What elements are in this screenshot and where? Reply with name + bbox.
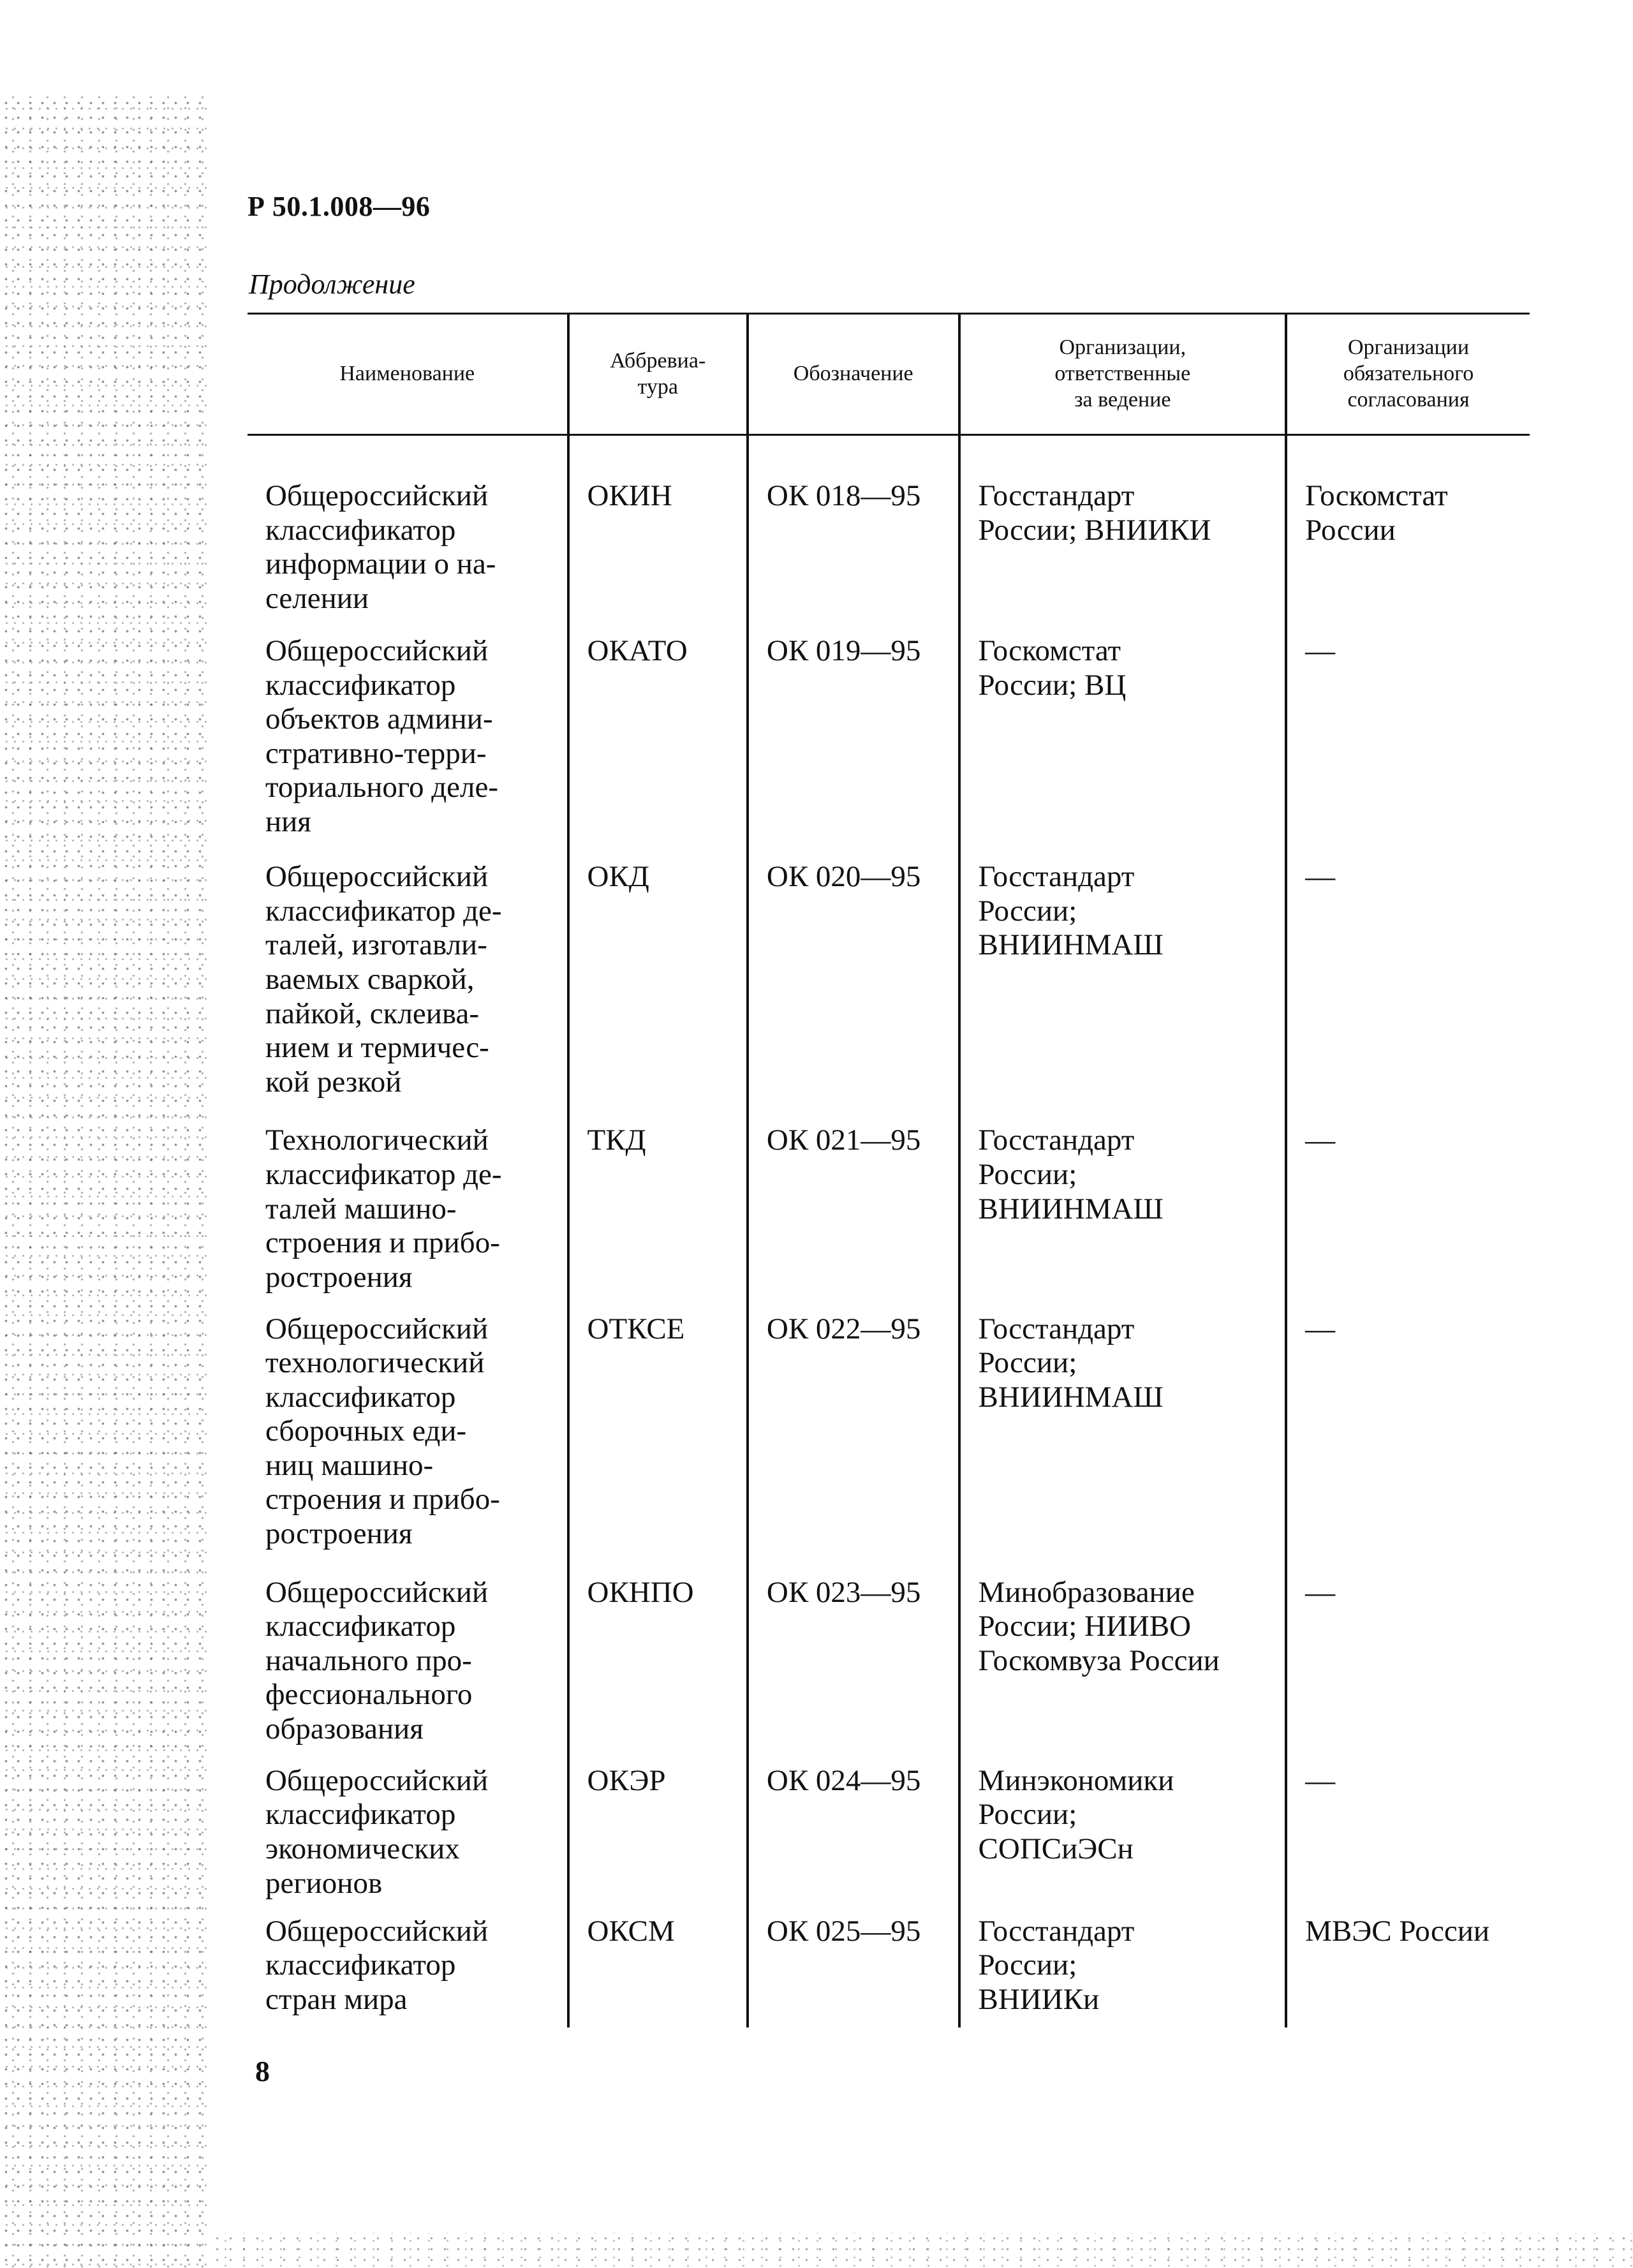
cell-abbreviation: ОКЭР — [568, 1764, 748, 1915]
cell-responsible: Госстандарт России; ВНИИКи — [959, 1915, 1287, 2027]
cell-responsible: Госкомстат России; ВЦ — [959, 634, 1287, 860]
header-responsible-organizations: Организации, ответственные за ведение — [959, 314, 1287, 435]
table-row — [248, 1764, 1530, 1915]
page-number: 8 — [255, 2055, 270, 2087]
cell-designation: ОК 025—95 — [748, 1915, 959, 2027]
cell-responsible: Госстандарт России; ВНИИНМАШ — [959, 860, 1287, 1123]
cell-name: Общероссийский классификатор экономических регионов — [265, 1763, 489, 1900]
cell-responsible: Минэкономики России; СОПСиЭСн — [959, 1764, 1287, 1915]
cell-abbreviation: ОТКСЕ — [568, 1312, 748, 1576]
cell-name: Технологический классификатор де- талей машино- строения и прибо- ростроения — [265, 1123, 502, 1294]
cell-approval: — — [1286, 1312, 1530, 1576]
cell-approval: — — [1286, 1123, 1530, 1312]
cell-abbreviation: ОКАТО — [568, 634, 748, 860]
cell-name: Общероссийский классификатор объектов админи- стративно-терри- ториального деле- ния — [265, 634, 498, 839]
cell-name: Общероссийский классификатор информации о на- селении — [265, 479, 496, 615]
cell-responsible: Госстандарт России; ВНИИНМАШ — [959, 1123, 1287, 1312]
cell-designation: ОК 020—95 — [748, 860, 959, 1123]
cell-name: Общероссийский классификатор стран мира — [265, 1914, 489, 2017]
cell-abbreviation: ОКНПО — [568, 1576, 748, 1764]
table-row — [248, 1915, 1530, 2027]
cell-abbreviation: ОКИН — [568, 435, 748, 635]
table-row — [248, 1576, 1530, 1764]
cell-name: Общероссийский классификатор начального про- фессионального образования — [265, 1575, 489, 1745]
table-row — [248, 634, 1530, 860]
cell-name: Общероссийский классификатор де- талей, изготавли- ваемых сваркой, пайкой, склеива- нием и термичес- кой резкой — [265, 860, 502, 1099]
header-designation: Обозначение — [748, 314, 959, 435]
cell-designation: ОК 024—95 — [748, 1764, 959, 1915]
cell-responsible: Госстандарт России; ВНИИКИ — [959, 435, 1287, 635]
header-name: Наименование — [248, 314, 568, 435]
table-header-row — [248, 314, 1530, 435]
cell-responsible: Минобразование России; НИИВО Госкомвуза России — [959, 1576, 1287, 1764]
cell-responsible: Госстандарт России; ВНИИНМАШ — [959, 1312, 1287, 1576]
table-row — [248, 1123, 1530, 1312]
cell-name: Общероссийский технологический классификатор сборочных еди- ниц машино- строения и прибо- ростроения — [265, 1312, 500, 1550]
cell-designation: ОК 023—95 — [748, 1576, 959, 1764]
cell-approval: — — [1286, 1576, 1530, 1764]
cell-designation: ОК 019—95 — [748, 634, 959, 860]
table-row — [248, 1312, 1530, 1576]
cell-approval: МВЭС России — [1286, 1915, 1530, 2027]
continuation-label: Продолжение — [249, 269, 415, 300]
cell-approval: Госкомстат России — [1286, 435, 1530, 635]
header-abbreviation: Аббревиа- тура — [568, 314, 748, 435]
cell-designation: ОК 022—95 — [748, 1312, 959, 1576]
table-row — [248, 860, 1530, 1123]
scan-speckle-bottom — [211, 2233, 1633, 2268]
cell-approval: — — [1286, 1764, 1530, 1915]
header-approval-organizations: Организации обязательного согласования — [1286, 314, 1530, 435]
table-row — [248, 435, 1530, 635]
cell-approval: — — [1286, 860, 1530, 1123]
cell-abbreviation: ОКД — [568, 860, 748, 1123]
cell-abbreviation: ОКСМ — [568, 1915, 748, 2027]
cell-abbreviation: ТКД — [568, 1123, 748, 1312]
classifier-table — [248, 313, 1530, 2027]
document-code: Р 50.1.008—96 — [248, 191, 431, 222]
cell-designation: ОК 018—95 — [748, 435, 959, 635]
cell-approval: — — [1286, 634, 1530, 860]
scan-speckle-margin — [0, 96, 211, 2268]
cell-designation: ОК 021—95 — [748, 1123, 959, 1312]
